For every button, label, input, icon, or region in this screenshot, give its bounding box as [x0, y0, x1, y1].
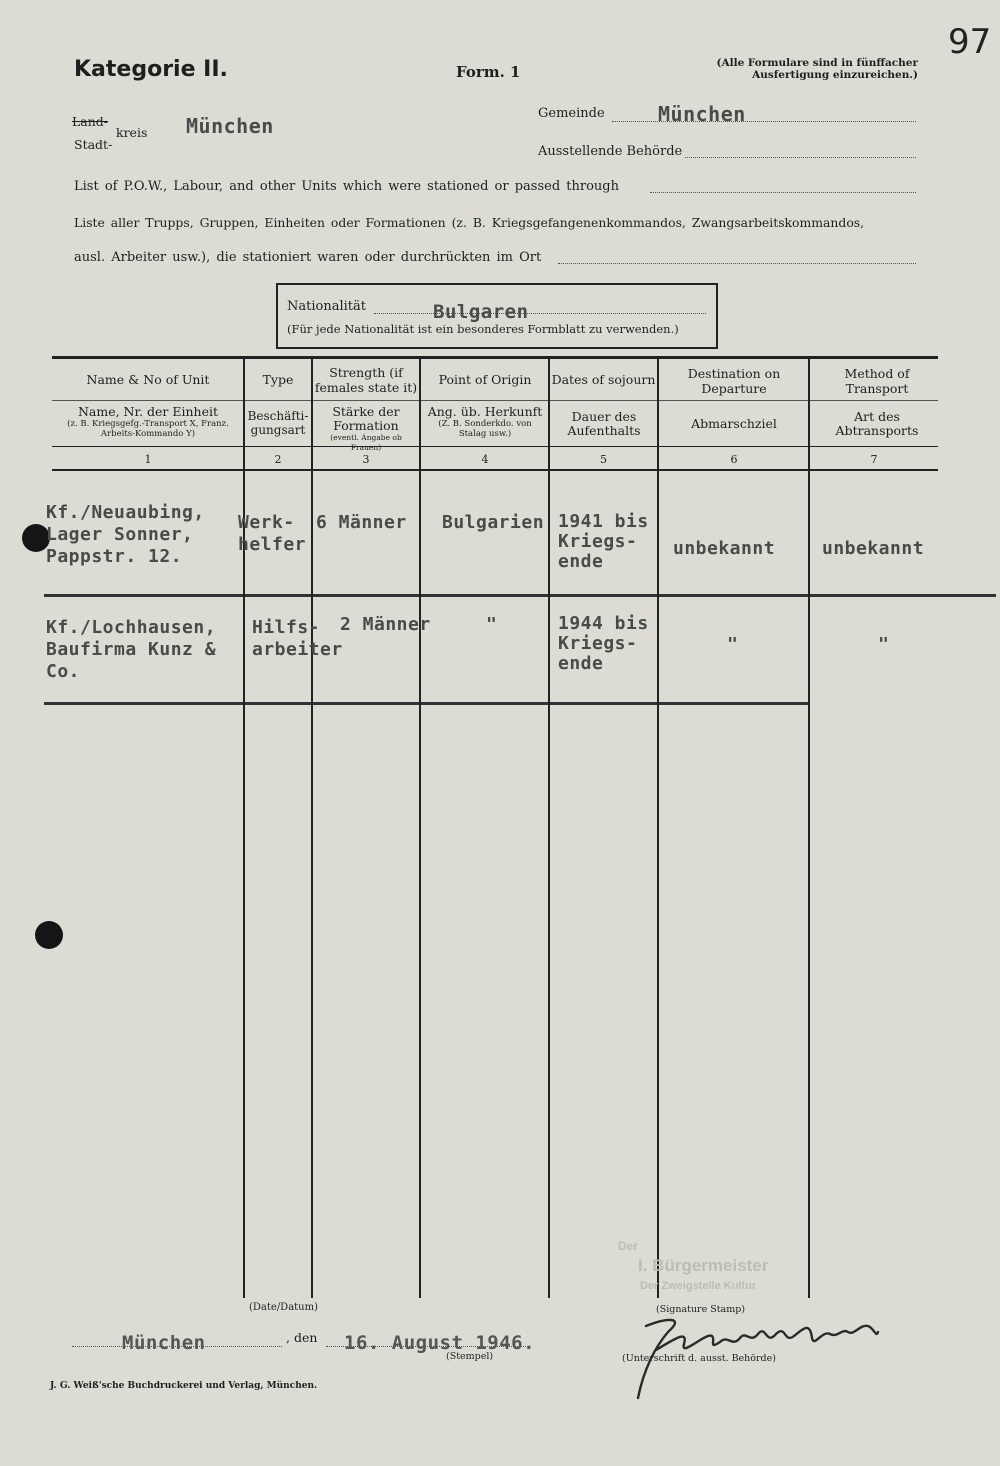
nationality-note: (Für jede Nationalität ist ein besonderes Formblatt zu verwenden.) — [287, 322, 679, 336]
col6-header-en: Destination on Departure — [687, 366, 781, 396]
col-divider-6 — [808, 358, 810, 1298]
submission-note-line2: Ausfertigung einzureichen.) — [752, 69, 918, 81]
land-label-struck: Land- — [72, 114, 109, 129]
row-2-transport: " — [878, 634, 890, 655]
stamp-line-1: Der — [618, 1239, 639, 1253]
place-value: München — [122, 1332, 206, 1354]
col5-number: 5 — [600, 453, 607, 466]
col5-header-en: Dates of sojourn — [551, 372, 656, 387]
col4-number: 4 — [481, 453, 489, 466]
col1-header-en: Name & No of Unit — [86, 372, 210, 387]
table-header-divider — [52, 400, 938, 401]
row-1-unit-line-2: Lager Sonner, — [46, 524, 194, 545]
kreis-value: München — [186, 114, 274, 138]
row-1-unit — [46, 502, 205, 568]
nationality-box — [276, 283, 718, 349]
handwritten-signature — [616, 1298, 886, 1402]
col1-number: 1 — [144, 453, 152, 466]
row-2-strength: 2 Männer — [340, 614, 431, 635]
row-2-type-line-1: Hilfs- — [252, 617, 321, 638]
gemeinde-label: Gemeinde — [538, 106, 605, 121]
col2-number: 2 — [274, 453, 282, 466]
printer-imprint: J. G. Weiß'sche Buchdruckerei und Verlag, München. — [50, 1381, 318, 1391]
ausstellende-line — [685, 157, 916, 158]
col1-header-de-small: (z. B. Kriegsgefg.-Transport X, Franz. Arbeits-Kommando Y) — [67, 419, 229, 439]
row-2-dates-line-1: 1944 bis — [558, 613, 649, 634]
row-1-type — [238, 512, 306, 556]
signature-label: (Signature Stamp) — [656, 1304, 746, 1315]
intro-line-3: ausl. Arbeiter usw.), die stationiert waren oder durchrückten im Ort — [74, 250, 542, 265]
intro-line-3-dots — [558, 263, 916, 264]
row-2-unit — [46, 617, 216, 683]
col3-number: 3 — [362, 453, 370, 466]
col4-header-de — [422, 405, 548, 439]
row-1-dates — [558, 512, 649, 572]
col7-number: 7 — [870, 453, 878, 466]
col3-header-en: Strength (if females state it) — [314, 365, 418, 395]
row-2-dates — [558, 614, 649, 674]
col4-header-de-text: Ang. üb. Herkunft — [427, 404, 543, 419]
col7-header-en: Method of Transport — [844, 366, 910, 396]
row-2-unit-line-3: Co. — [46, 661, 81, 682]
nationality-label: Nationalität — [287, 299, 366, 314]
row-1-dates-line-1: 1941 bis — [558, 511, 649, 532]
page-number: 97 — [948, 22, 992, 62]
col1-header-de-text: Name, Nr. der Einheit — [77, 404, 219, 419]
col4-header-en: Point of Origin — [438, 372, 532, 387]
row-2-type — [252, 617, 343, 661]
row-2-type-line-2: arbeiter — [252, 639, 343, 660]
col2-header-en: Type — [262, 372, 294, 387]
intro-line-1 — [74, 179, 619, 194]
category-title: Kategorie II. — [74, 57, 228, 82]
row-2-dates-line-3: ende — [558, 653, 604, 674]
table-header-bottom — [52, 469, 938, 471]
table-number-divider — [52, 446, 938, 447]
row-1-dates-line-2: Kriegs- — [558, 531, 638, 552]
row-2-unit-line-2: Baufirma Kunz & — [46, 639, 217, 660]
col2-header-de: Beschäfti- gungsart — [247, 409, 309, 437]
col-divider-3 — [419, 358, 421, 1298]
stamp-line-3: Der Zweigstelle Kultur — [640, 1280, 757, 1292]
row-1-dates-line-3: ende — [558, 551, 604, 572]
stempel-label: (Stempel) — [446, 1351, 494, 1362]
row-1-type-line-2: helfer — [238, 534, 307, 555]
gemeinde-value: München — [658, 102, 746, 126]
row-1-bottom-rule — [44, 594, 996, 597]
col3-header-de-text: Stärke der Formation — [332, 404, 400, 433]
col5-header-de: Dauer des Aufenthalts — [567, 409, 641, 438]
stadt-label: Stadt- — [74, 137, 113, 152]
col7-header-de: Art des Abtransports — [835, 409, 919, 438]
row-1-type-line-1: Werk- — [238, 512, 295, 533]
row-2-origin: " — [486, 614, 498, 635]
row-1-unit-line-1: Kf./Neuaubing, — [46, 502, 205, 523]
col-divider-5 — [657, 358, 659, 1298]
col3-header-de — [314, 405, 418, 453]
row-1-transport: unbekannt — [822, 538, 925, 559]
intro-line-2: Liste aller Trupps, Gruppen, Einheiten oder Formationen (z. B. Kriegsgefangenenkommandos, Zwangsarbeitskommandos, — [74, 215, 865, 230]
row-2-unit-line-1: Kf./Lochhausen, — [46, 617, 217, 638]
col-divider-2 — [311, 358, 313, 1298]
col-divider-4 — [548, 358, 550, 1298]
form-number: Form. 1 — [456, 63, 521, 81]
col6-number: 6 — [730, 453, 738, 466]
col4-header-de-small: (Z. B. Sonderkdo. von Stalag usw.) — [438, 419, 532, 439]
kreis-label: kreis — [116, 125, 148, 140]
row-1-destination: unbekannt — [673, 538, 776, 559]
den-label: , den — [286, 1330, 318, 1345]
table-top-rule — [52, 356, 938, 359]
ausstellende-label: Ausstellende Behörde — [538, 144, 683, 159]
col-divider-1 — [243, 358, 245, 1298]
stamp-line-2: I. Bürgermeister — [638, 1256, 769, 1275]
intro-line-1-text: List of P.O.W., Labour, and other Units which were stationed or passed through — [74, 179, 619, 194]
nationality-value: Bulgaren — [433, 301, 529, 323]
date-label: (Date/Datum) — [249, 1302, 319, 1313]
row-1-unit-line-3: Pappstr. 12. — [46, 546, 183, 567]
submission-note-line1: (Alle Formulare sind in fünffacher — [716, 57, 918, 69]
official-stamp — [612, 1236, 822, 1296]
intro-line-1-dots — [650, 192, 916, 193]
row-2-bottom-rule — [44, 702, 809, 705]
nationality-dots — [374, 313, 706, 314]
submission-note — [660, 57, 918, 81]
col3-header-de-small: (eventl. Angabe ob Frauen) — [330, 433, 402, 452]
row-1-origin: Bulgarien — [442, 512, 545, 533]
row-2-dates-line-2: Kriegs- — [558, 633, 638, 654]
row-1-strength: 6 Männer — [316, 512, 407, 533]
row-2-destination: " — [727, 634, 739, 655]
col6-header-de: Abmarschziel — [691, 416, 777, 431]
unterschrift-label: (Unterschrift d. ausst. Behörde) — [622, 1353, 776, 1364]
date-value: 16. August 1946. — [344, 1332, 536, 1354]
punch-hole-bottom — [35, 921, 63, 949]
col1-header-de — [54, 405, 242, 439]
